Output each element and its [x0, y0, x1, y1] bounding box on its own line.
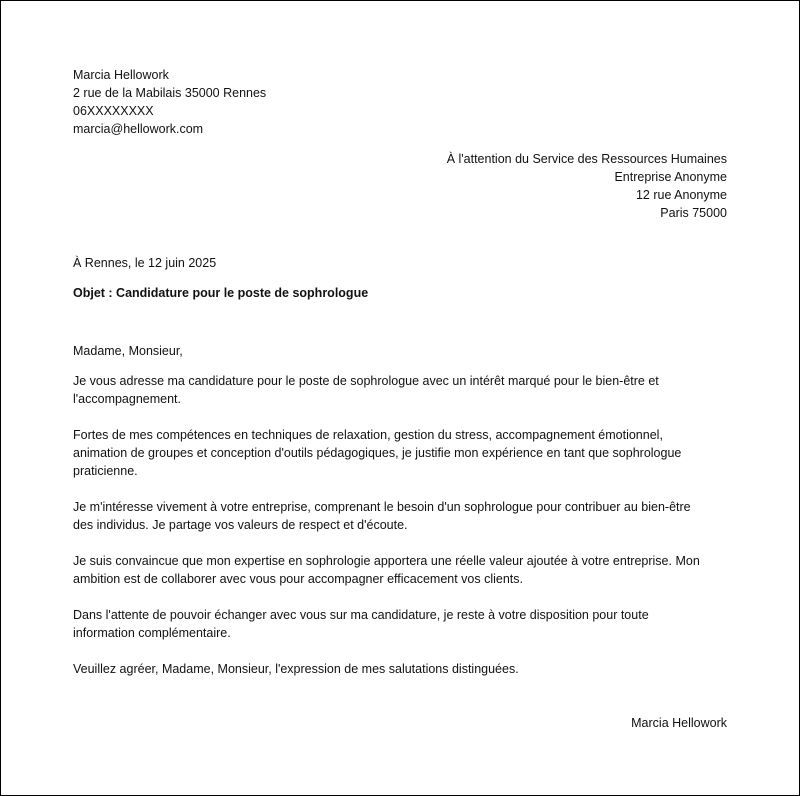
paragraph-line: ambition est de collaborer avec vous pour accompagner efficacement vos clients. — [73, 572, 524, 586]
closing-formula: Veuillez agréer, Madame, Monsieur, l'expression de mes salutations distinguées. — [73, 662, 519, 676]
paragraph — [73, 498, 723, 534]
paragraph-line: Dans l'attente de pouvoir échanger avec vous sur ma candidature, je reste à votre disposition pour toute — [73, 608, 649, 622]
signature: Marcia Hellowork — [631, 716, 727, 730]
paragraph-line: Fortes de mes compétences en techniques de relaxation, gestion du stress, accompagnement émotionnel, — [73, 428, 663, 442]
sender-phone: 06XXXXXXXX — [73, 104, 154, 118]
paragraph — [73, 372, 723, 408]
paragraph — [73, 552, 723, 588]
recipient-street: 12 rue Anonyme — [635, 188, 727, 202]
sender-address: 2 rue de la Mabilais 35000 Rennes — [73, 86, 267, 100]
recipient-block — [447, 150, 727, 222]
paragraph — [73, 606, 723, 642]
paragraph-line: l'accompagnement. — [73, 392, 182, 406]
paragraph-line: praticienne. — [73, 464, 138, 478]
letter-body — [73, 372, 723, 660]
sender-name: Marcia Hellowork — [73, 68, 169, 82]
paragraph-line: Je vous adresse ma candidature pour le poste de sophrologue avec un intérêt marqué pour le bien-être et — [73, 374, 659, 388]
subject-line: Objet : Candidature pour le poste de sophrologue — [73, 286, 369, 300]
paragraph-line: Je m'intéresse vivement à votre entreprise, comprenant le besoin d'un sophrologue pour contribuer au bien-être — [73, 500, 691, 514]
paragraph-line: Je suis convaincue que mon expertise en sophrologie apportera une réelle valeur ajoutée à votre entreprise. Mon — [73, 554, 700, 568]
sender-block — [73, 66, 266, 138]
paragraph-line: animation de groupes et conception d'outils pédagogiques, je justifie mon expérience en tant que sophrologue — [73, 446, 682, 460]
greeting: Madame, Monsieur, — [73, 344, 183, 358]
recipient-company: Entreprise Anonyme — [614, 170, 727, 184]
paragraph-line: information complémentaire. — [73, 626, 231, 640]
sender-email: marcia@hellowork.com — [73, 122, 204, 136]
date-line: À Rennes, le 12 juin 2025 — [73, 256, 217, 270]
recipient-city: Paris 75000 — [660, 206, 727, 220]
paragraph-line: des individus. Je partage vos valeurs de respect et d'écoute. — [73, 518, 408, 532]
paragraph — [73, 426, 723, 480]
recipient-attention: À l'attention du Service des Ressources Humaines — [446, 152, 727, 166]
